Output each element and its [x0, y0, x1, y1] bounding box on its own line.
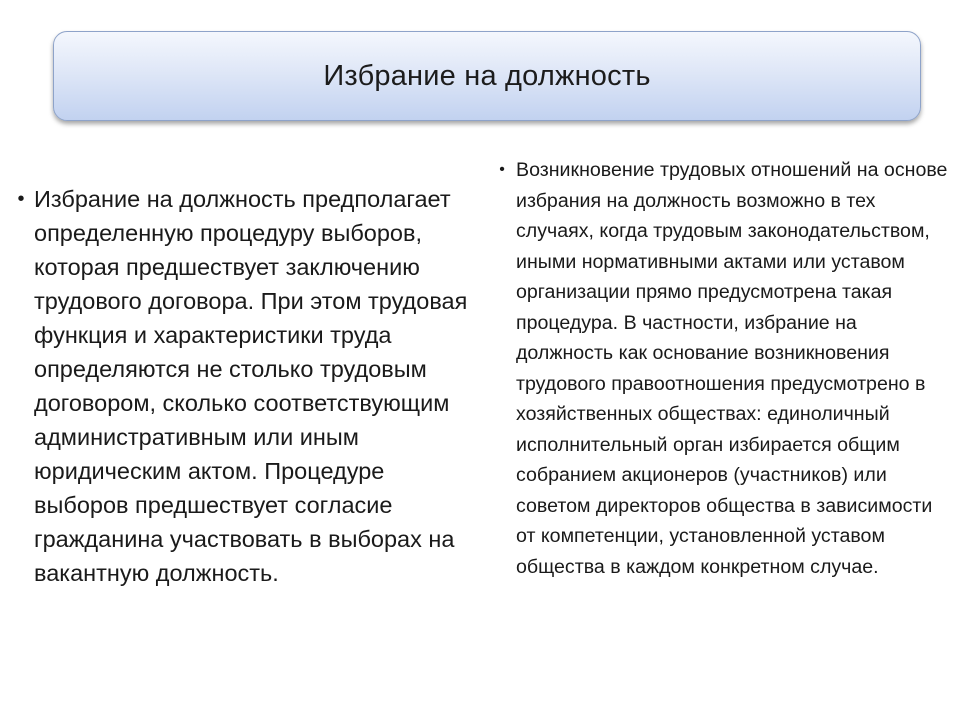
slide-title: Избрание на должность [323, 59, 651, 92]
left-bullet-item [8, 182, 468, 590]
right-bullet-text: Возникновение трудовых отношений на основе избрания на должность возможно в тех случаях, когда трудовым законодательством, иными нормативными актами или уставом организации прямо предусмотрена такая процедура. В частности, избрание на должность как основание возникновения трудового правоотношения предусмотрено в хозяйственных обществах: единоличный исполнительный орган избирается общим собранием акционеров (участников) или советом директоров общества в зависимости от компетенции, установленной уставом общества в каждом конкретном случае. [516, 159, 948, 578]
bullet-dot-icon: • [499, 161, 505, 178]
bullet-dot-icon: • [17, 188, 25, 210]
left-column [8, 182, 468, 590]
left-bullet-text: Избрание на должность предполагает определенную процедуру выборов, которая предшествует заключению трудового договора. При этом трудовая функция и характеристики труда определяются не столько трудовым договором, сколько соответствующим административным или иным юридическим актом. Процедуре выборов предшествует согласие гражданина участвовать в выборах на вакантную должность. [34, 186, 468, 586]
right-bullet-item [488, 155, 948, 582]
right-column [488, 155, 948, 582]
slide-title-box [53, 31, 921, 121]
